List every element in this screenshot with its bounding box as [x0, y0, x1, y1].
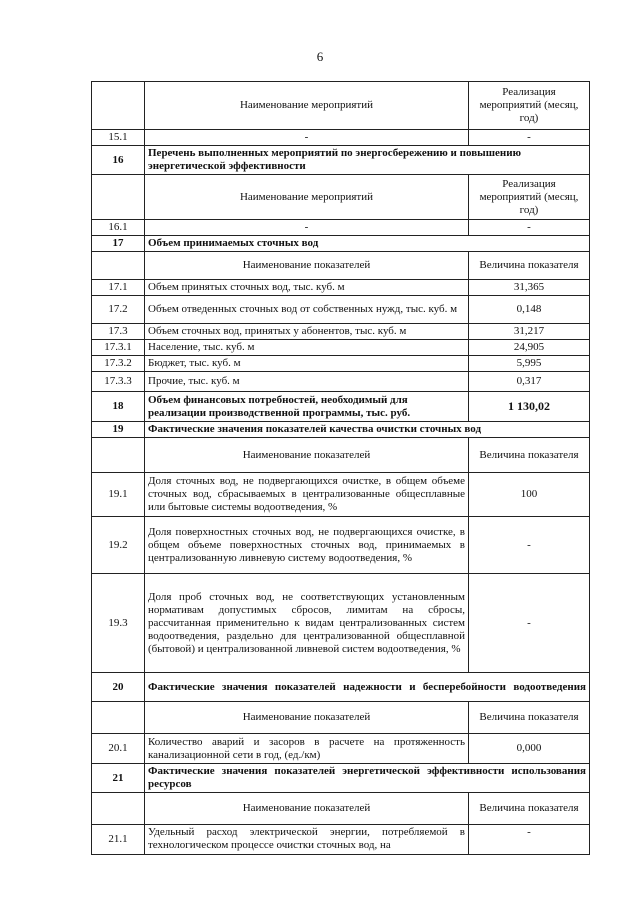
row-number: 20.1	[92, 734, 145, 764]
column-header-row	[92, 252, 590, 280]
section-row	[92, 673, 590, 702]
section-title: Объем принимаемых сточных вод	[145, 236, 590, 252]
indicator-name: -	[145, 130, 469, 146]
indicator-value: -	[469, 220, 590, 236]
row-number	[92, 82, 145, 130]
section-row	[92, 422, 590, 438]
indicator-value: 31,217	[469, 324, 590, 340]
indicator-value: 100	[469, 473, 590, 517]
section-number: 18	[92, 392, 145, 422]
table-row	[92, 517, 590, 574]
page-number: 6	[316, 49, 324, 64]
table-row	[92, 130, 590, 146]
indicator-name: Объем отведенных сточных вод от собственных нужд, тыс. куб. м	[145, 296, 469, 324]
indicator-value: 24,905	[469, 340, 590, 356]
section-row	[92, 392, 590, 422]
section-title: Перечень выполненных мероприятий по энергосбережению и повышению энергетической эффективности	[145, 146, 590, 175]
indicator-name: -	[145, 220, 469, 236]
row-number: 17.3.3	[92, 372, 145, 392]
row-number	[92, 438, 145, 473]
table-row	[92, 825, 590, 855]
column-header-value: Величина показателя	[469, 793, 590, 825]
row-number: 16.1	[92, 220, 145, 236]
table-row	[92, 220, 590, 236]
section-title: Объем финансовых потребностей, необходимый для реализации производственной программы, тыс. руб.	[145, 392, 469, 422]
indicator-value: -	[469, 517, 590, 574]
indicator-value: 5,995	[469, 356, 590, 372]
row-number	[92, 175, 145, 220]
table-row	[92, 574, 590, 673]
column-header-value: Реализация мероприятий (месяц, год)	[469, 82, 590, 130]
row-number: 21.1	[92, 825, 145, 855]
section-row	[92, 764, 590, 793]
column-header-name: Наименование показателей	[145, 702, 469, 734]
indicator-name: Объем сточных вод, принятых у абонентов, тыс. куб. м	[145, 324, 469, 340]
table-row	[92, 340, 590, 356]
column-header-name: Наименование показателей	[145, 438, 469, 473]
row-number	[92, 252, 145, 280]
indicator-name: Количество аварий и засоров в расчете на протяженность канализационной сети в год, (ед./км)	[145, 734, 469, 764]
section-number: 19	[92, 422, 145, 438]
section-number: 20	[92, 673, 145, 702]
column-header-row	[92, 175, 590, 220]
indicator-name: Объем принятых сточных вод, тыс. куб. м	[145, 280, 469, 296]
indicator-value: 31,365	[469, 280, 590, 296]
column-header-row	[92, 702, 590, 734]
column-header-row	[92, 793, 590, 825]
section-row	[92, 146, 590, 175]
table-row	[92, 324, 590, 340]
table-row	[92, 734, 590, 764]
indicator-value: 1 130,02	[469, 392, 590, 422]
column-header-row	[92, 438, 590, 473]
indicator-name: Доля сточных вод, не подвергающихся очистке, в общем объеме сточных вод, сбрасываемых в централизованные общесплавные или бытовые системы водоотведения, %	[145, 473, 469, 517]
column-header-name: Наименование показателей	[145, 252, 469, 280]
indicator-name: Удельный расход электрической энергии, потребляемой в технологическом процессе очистки сточных вод, на	[145, 825, 469, 855]
indicator-value: 0,000	[469, 734, 590, 764]
indicator-value: 0,148	[469, 296, 590, 324]
column-header-name: Наименование мероприятий	[145, 175, 469, 220]
column-header-value: Реализация мероприятий (месяц, год)	[469, 175, 590, 220]
column-header-value: Величина показателя	[469, 702, 590, 734]
row-number: 19.2	[92, 517, 145, 574]
indicator-value: 0,317	[469, 372, 590, 392]
row-number	[92, 702, 145, 734]
row-number: 15.1	[92, 130, 145, 146]
section-number: 21	[92, 764, 145, 793]
table-row	[92, 473, 590, 517]
row-number: 19.1	[92, 473, 145, 517]
row-number: 17.2	[92, 296, 145, 324]
indicator-value: -	[469, 574, 590, 673]
section-number: 16	[92, 146, 145, 175]
row-number: 17.3.2	[92, 356, 145, 372]
column-header-value: Величина показателя	[469, 252, 590, 280]
production-program-table	[91, 81, 590, 855]
table-row	[92, 296, 590, 324]
section-number: 17	[92, 236, 145, 252]
indicator-value: -	[469, 825, 590, 855]
column-header-row	[92, 82, 590, 130]
row-number: 17.3	[92, 324, 145, 340]
column-header-name: Наименование показателей	[145, 793, 469, 825]
column-header-value: Величина показателя	[469, 438, 590, 473]
section-title: Фактические значения показателей энергетической эффективности использования ресурсов	[145, 764, 590, 793]
indicator-value: -	[469, 130, 590, 146]
section-title: Фактические значения показателей качества очистки сточных вод	[145, 422, 590, 438]
row-number	[92, 793, 145, 825]
section-row	[92, 236, 590, 252]
table-row	[92, 280, 590, 296]
row-number: 17.3.1	[92, 340, 145, 356]
table-row	[92, 356, 590, 372]
indicator-name: Доля проб сточных вод, не соответствующих установленным нормативам допустимых сбросов, лимитам на сбросы, рассчитанная применительно к видам централизованных систем водоотведения, раздельно для централизованной общесплавной (бытовой) и централизованной ливневой систем водоотведения, %	[145, 574, 469, 673]
table-row	[92, 372, 590, 392]
row-number: 19.3	[92, 574, 145, 673]
column-header-name: Наименование мероприятий	[145, 82, 469, 130]
indicator-name: Бюджет, тыс. куб. м	[145, 356, 469, 372]
section-title: Фактические значения показателей надежности и бесперебойности водоотведения	[145, 673, 590, 702]
indicator-name: Прочие, тыс. куб. м	[145, 372, 469, 392]
row-number: 17.1	[92, 280, 145, 296]
indicator-name: Доля поверхностных сточных вод, не подвергающихся очистке, в общем объеме поверхностных сточных вод, принимаемых в централизованную ливневую систему водоотведения, %	[145, 517, 469, 574]
indicator-name: Население, тыс. куб. м	[145, 340, 469, 356]
